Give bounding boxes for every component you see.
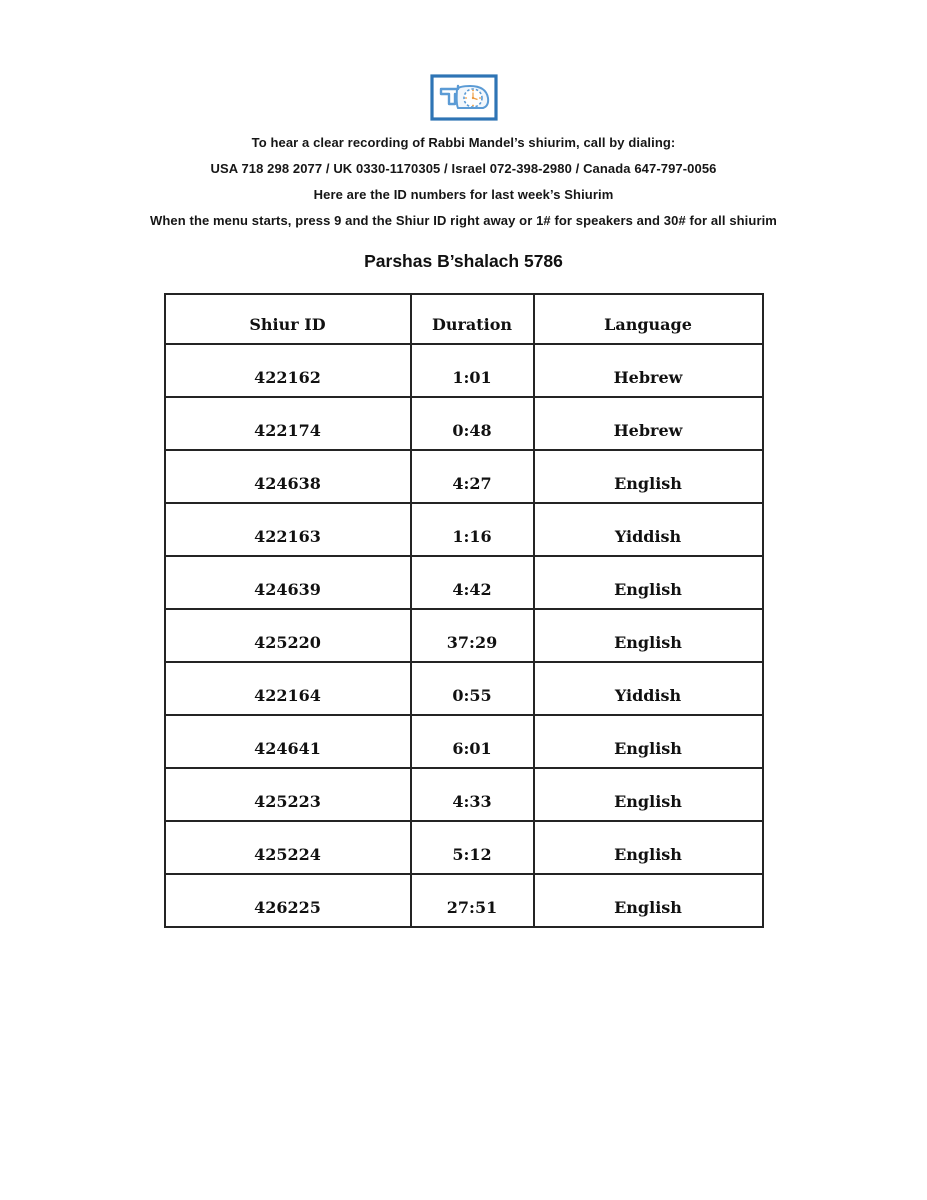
instructions-block [0, 130, 927, 234]
table-cell: 422162 [165, 344, 411, 397]
table-cell: 425223 [165, 768, 411, 821]
shiur-table-body [165, 344, 763, 927]
table-cell: 425224 [165, 821, 411, 874]
instruction-line-menu: When the menu starts, press 9 and the Shiur ID right away or 1# for speakers and 30# for all shiurim [150, 213, 777, 228]
table-cell: 422174 [165, 397, 411, 450]
table-cell: 6:01 [411, 715, 534, 768]
table-cell: English [534, 450, 763, 503]
table-cell: English [534, 609, 763, 662]
logo-container [0, 0, 927, 121]
instruction-line-dialing: To hear a clear recording of Rabbi Mandel’s shiurim, call by dialing: [251, 135, 676, 150]
table-row [165, 874, 763, 927]
table-cell: 426225 [165, 874, 411, 927]
table-cell: 4:33 [411, 768, 534, 821]
table-row [165, 609, 763, 662]
table-row [165, 556, 763, 609]
table-cell: Yiddish [534, 662, 763, 715]
table-cell: 0:48 [411, 397, 534, 450]
table-cell: Hebrew [534, 397, 763, 450]
torahphone-clock-hand-icon [430, 74, 498, 121]
table-cell: 1:01 [411, 344, 534, 397]
table-cell: English [534, 821, 763, 874]
table-header-cell: Shiur ID [165, 294, 411, 344]
table-cell: 27:51 [411, 874, 534, 927]
table-cell: English [534, 874, 763, 927]
shiur-table [164, 293, 764, 928]
table-row [165, 503, 763, 556]
table-row [165, 662, 763, 715]
table-cell: 424638 [165, 450, 411, 503]
table-row [165, 715, 763, 768]
table-cell: 422163 [165, 503, 411, 556]
table-header-row [165, 294, 763, 344]
table-cell: 425220 [165, 609, 411, 662]
table-cell: 422164 [165, 662, 411, 715]
table-cell: English [534, 556, 763, 609]
table-cell: 4:42 [411, 556, 534, 609]
table-header-cell: Duration [411, 294, 534, 344]
table-cell: English [534, 768, 763, 821]
table-cell: 424641 [165, 715, 411, 768]
table-row [165, 768, 763, 821]
table-row [165, 450, 763, 503]
table-cell: Hebrew [534, 344, 763, 397]
instruction-line-phone-numbers: USA 718 298 2077 / UK 0330-1170305 / Israel 072-398-2980 / Canada 647-797-0056 [210, 161, 717, 176]
table-cell: 424639 [165, 556, 411, 609]
table-header-cell: Language [534, 294, 763, 344]
table-row [165, 344, 763, 397]
page-title: Parshas B’shalach 5786 [364, 251, 563, 271]
table-row [165, 397, 763, 450]
table-row [165, 821, 763, 874]
table-cell: 1:16 [411, 503, 534, 556]
table-cell: English [534, 715, 763, 768]
table-cell: 37:29 [411, 609, 534, 662]
instruction-line-id-numbers: Here are the ID numbers for last week’s Shiurim [313, 187, 614, 202]
table-cell: 4:27 [411, 450, 534, 503]
table-cell: 0:55 [411, 662, 534, 715]
table-cell: Yiddish [534, 503, 763, 556]
table-cell: 5:12 [411, 821, 534, 874]
